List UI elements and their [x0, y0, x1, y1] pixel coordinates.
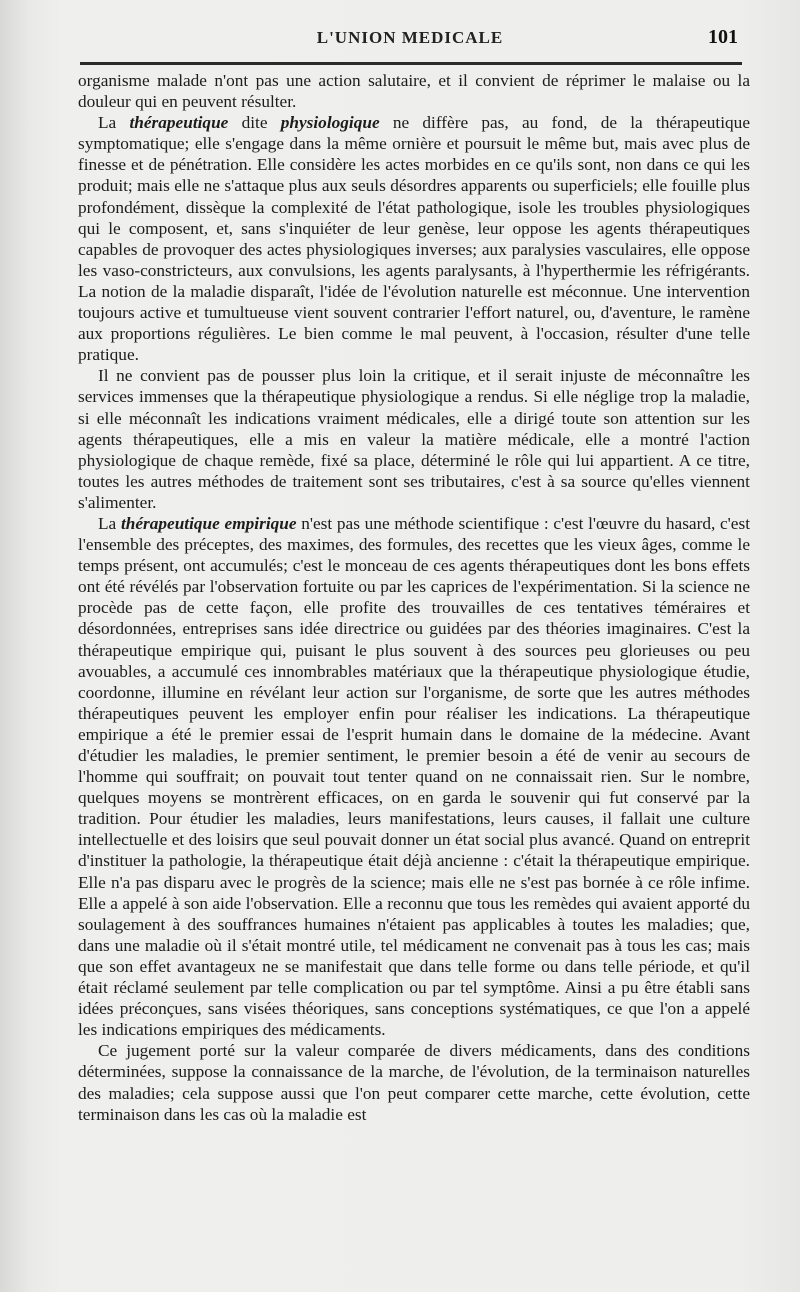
text-run: ne diffère pas, au fond, de la thérapeutique symptomatique; elle s'engage dans la même ornière et poursuit le même but, mais avec plus de finesse et de pénétration. Elle considère les actes morbides en ce qu'ils sont, non dans ce qui les produit; mais elle ne s'attaque plus aux seuls désordres apparents ou superficiels; elle fouille plus profondément, dissèque la complexité de l'état pathologique, isole les troubles physiologiques qui le composent, et, sans s'inquiéter de leur genèse, leur oppose les agents thérapeutiques capables de provoquer des actes physiologiques inverses; aux paralysies vasculaires, elle oppose les vaso-constricteurs, aux convulsions, les agents paralysants, à l'hyperthermie les réfrigérants. La notion de la maladie disparaît, l'idée de l'évolution naturelle est méconnue. Une intervention toujours active et tumultueuse vient souvent contrarier l'effort naturel, ou, d'aventure, le ramène aux proportions régulières. Le bien comme le mal peuvent, à l'occasion, résulter d'une telle pratique.	[78, 113, 750, 365]
header-rule	[80, 62, 742, 65]
text-run: La	[98, 113, 130, 133]
text-run: n'est pas une méthode scientifique : c'est l'œuvre du hasard, c'est l'ensemble des préceptes, des maximes, des formules, des recettes que les vieux âges, comme le temps présent, ont accumulés; c'est le monceau de ces agents thérapeutiques dont les bons effets ont été révélés par l'observation fortuite ou par les caprices de l'expérimentation. Si la science ne procède pas de cette façon, elle profite des trouvailles de ces tentatives téméraires et désordonnées, entreprises sans idée directrice ou guidées par des théories imaginaires. C'est la thérapeutique empirique qui, puisant le plus souvent à des sources peu glorieuses ou peu avouables, a accumulé ces innombrables matériaux que la thérapeutique physiologique étudie, coordonne, illumine en révélant leur action sur l'organisme, de sorte que les autres méthodes thérapeutiques peuvent les employer enfin pour réaliser les indications. La thérapeutique empirique a été le premier essai de l'esprit humain dans le domaine de la médecine. Avant d'étudier les maladies, le premier sentiment, le premier besoin a été de venir au secours de l'homme qui souffrait; on pouvait tout tenter quand on ne connaissait rien. Sur le nombre, quelques moyens se montrèrent efficaces, on en garda le souvenir qui fut conservé par la tradition. Pour étudier les maladies, leurs manifestations, leurs causes, il fallait une culture intellectuelle et des loisirs que seul pouvait donner un état social plus avancé. Quand on entreprit d'instituer la pathologie, la thérapeutique était déjà ancienne : c'était la thérapeutique empirique. Elle n'a pas disparu avec le progrès de la science; mais elle ne s'est pas bornée à ce rôle infime. Elle a appelé à son aide l'observation. Elle a reconnu que tous les remèdes qui avaient apporté du soulagement à des souffrances humaines n'étaient pas applicables à toutes les maladies; que, dans une maladie où il s'était montré utile, tel médicament ne convenait pas à tous les cas; mais que son effet avantageux ne se manifestait que dans telle forme ou dans telle période, et qu'il était réclamé seulement par telle complication ou par tel symptôme. Ainsi a pu être établi sans idées préconçues, sans visées théoriques, sans conceptions systématiques, ce que l'on a appelé les indications empiriques des médicaments.	[78, 513, 750, 1040]
text-run: dite	[228, 113, 281, 133]
emphasized-term: thérapeutique empirique	[120, 513, 297, 533]
text-run: Ce jugement porté sur la valeur comparée de divers médicaments, dans des conditions déterminées, suppose la connaissance de la marche, de l'évolution, de la terminaison naturelles des maladies; cela suppose aussi que l'on peut comparer cette marche, cette évolution, cette terminaison dans les cas où la maladie est	[78, 1041, 750, 1124]
paragraph	[78, 513, 750, 1040]
page-number: 101	[708, 26, 738, 48]
paragraph	[78, 112, 750, 365]
text-run: organisme malade n'ont pas une action salutaire, et il convient de réprimer le malaise ou la douleur qui en peuvent résulter.	[78, 71, 750, 112]
text-run: La	[98, 513, 121, 533]
paragraph	[78, 365, 750, 513]
paragraph	[78, 70, 750, 112]
text-run: Il ne convient pas de pousser plus loin la critique, et il serait injuste de méconnaître les services immenses que la thérapeutique physiologique a rendus. Si elle néglige trop la maladie, si elle méconnaît les indications vraiment médicales, elle a dirigé toute son attention sur les agents thérapeutiques, elle a mis en valeur la matière médicale, elle a montré l'action physiologique de chaque remède, fixé sa place, déterminé le rôle qui lui appartient. A ce titre, toutes les autres méthodes de traitement sont ses tributaires, c'est à sa source qu'elles viennent s'alimenter.	[78, 366, 750, 512]
page-header	[80, 26, 740, 50]
paragraph	[78, 1040, 750, 1124]
body-text	[78, 70, 750, 1125]
emphasized-term: physiologique	[280, 113, 380, 133]
emphasized-term: thérapeutique	[129, 113, 229, 133]
running-head: L'UNION MEDICALE	[316, 28, 504, 47]
